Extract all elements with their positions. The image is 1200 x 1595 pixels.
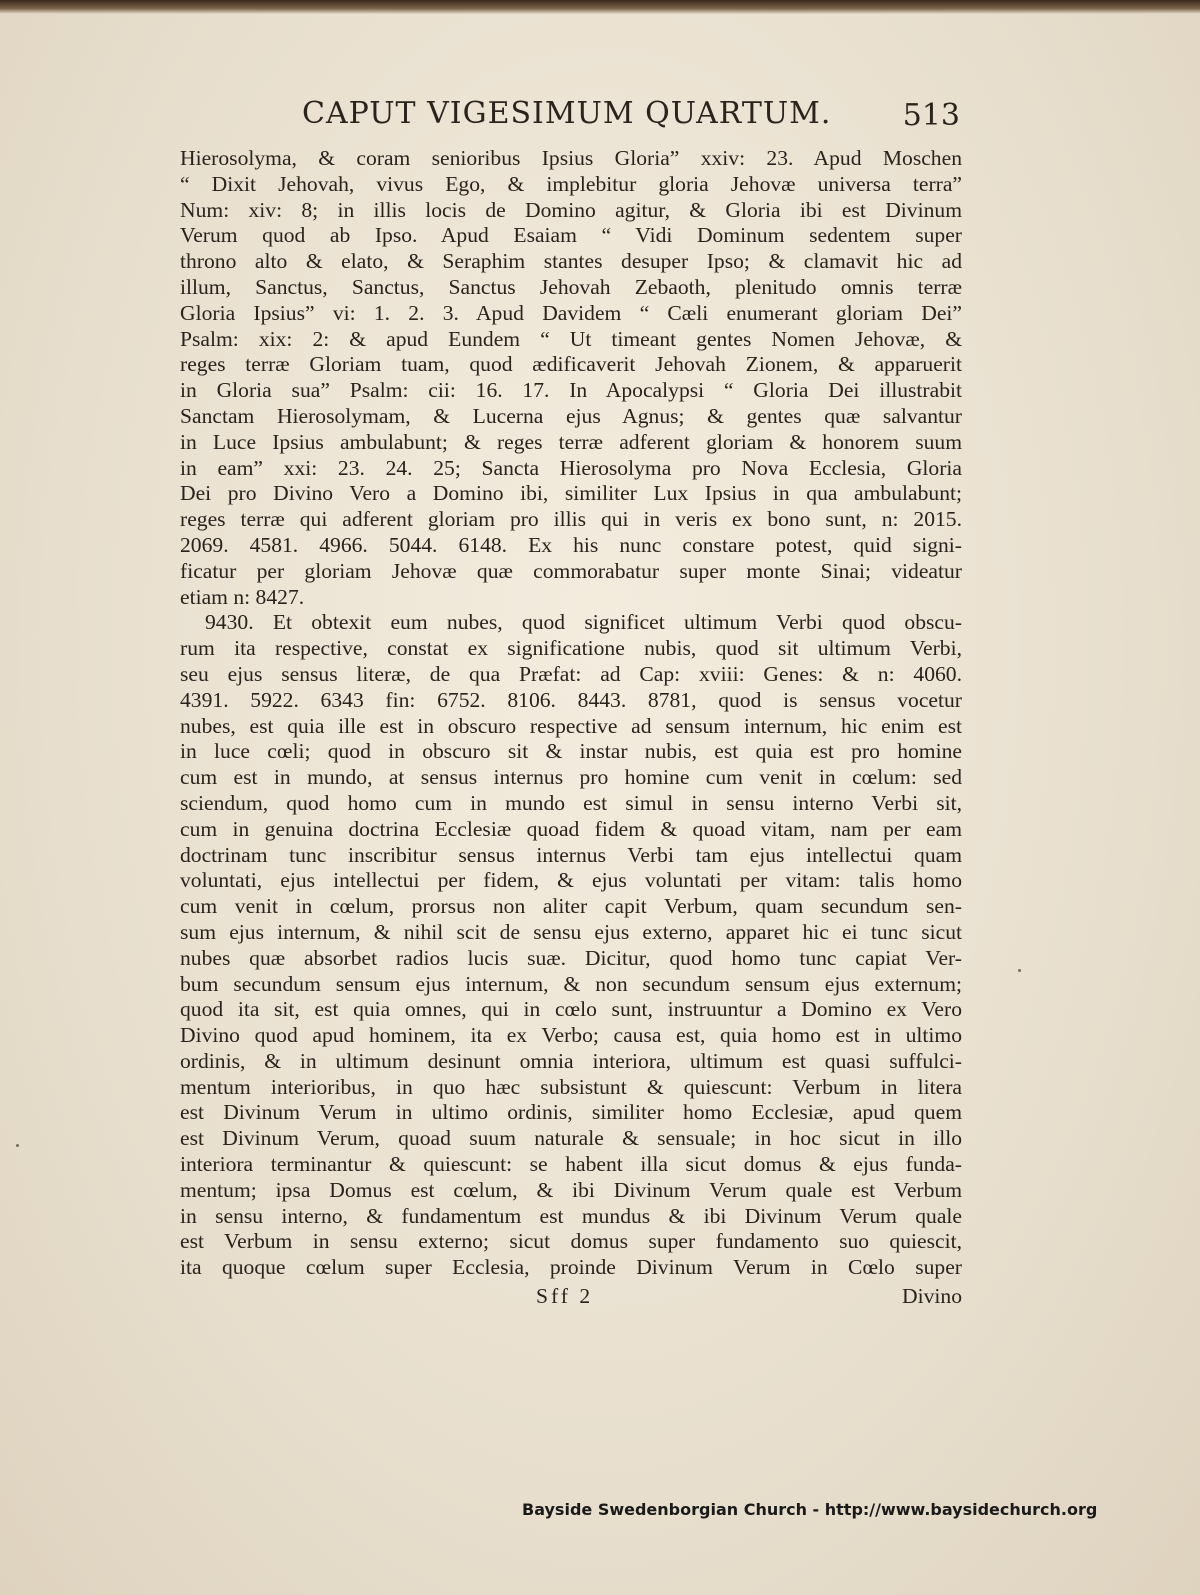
text-line-paragraph-start: 9430. Et obtexit eum nubes, quod significet ultimum Verbi quod obscu-	[205, 610, 962, 635]
text-line: “ Dixit Jehovah, vivus Ego, & implebitur gloria Jehovæ universa terra”	[180, 171, 962, 196]
text-line: in Luce Ipsius ambulabunt; & reges terræ adferent gloriam & honorem suum	[180, 429, 962, 454]
text-line: mentum; ipsa Domus est cœlum, & ibi Divinum Verum quale est Verbum	[180, 1177, 962, 1202]
text-line: cum venit in cœlum, prorsus non aliter capit Verbum, quam secundum sen-	[180, 894, 962, 919]
source-watermark: Bayside Swedenborgian Church - http://www.baysidechurch.org	[522, 1500, 1098, 1519]
catchword: Divino	[902, 1284, 962, 1308]
text-line: in eam” xxi: 23. 24. 25; Sancta Hierosolyma pro Nova Ecclesia, Gloria	[180, 455, 962, 480]
text-line: est Divinum Verum, quoad suum naturale & sensuale; in hoc sicut in illo	[180, 1126, 962, 1151]
text-line: est Divinum Verum in ultimo ordinis, similiter homo Ecclesiæ, apud quem	[180, 1100, 962, 1125]
text-line: Dei pro Divino Vero a Domino ibi, similiter Lux Ipsius in qua ambulabunt;	[180, 481, 962, 506]
text-line: illum, Sanctus, Sanctus, Sanctus Jehovah Zebaoth, plenitudo omnis terræ	[180, 274, 962, 299]
text-line: 2069. 4581. 4966. 5044. 6148. Ex his nunc constare potest, quid signi-	[180, 532, 962, 557]
text-line: mentum interioribus, in quo hæc subsistunt & quiescunt: Verbum in litera	[180, 1074, 962, 1099]
text-line: seu ejus sensus literæ, de qua Præfat: ad Cap: xviii: Genes: & n: 4060.	[180, 661, 962, 686]
text-line-paragraph-end: etiam n: 8427.	[180, 584, 305, 609]
text-line: ordinis, & in ultimum desinunt omnia interiora, ultimum est quasi suffulci-	[180, 1048, 962, 1073]
text-line: voluntati, ejus intellectui per fidem, & ejus voluntati per vitam: talis homo	[180, 868, 962, 893]
text-line: cum est in mundo, at sensus internus pro homine cum venit in cœlum: sed	[180, 765, 962, 790]
text-line: est Verbum in sensu externo; sicut domus super fundamento suo quiescit,	[180, 1229, 962, 1254]
text-line: reges terræ Gloriam tuam, quod ædificaverit Jehovah Zionem, & apparuerit	[180, 352, 962, 377]
text-line: sciendum, quod homo cum in mundo est simul in sensu interno Verbi sit,	[180, 790, 962, 815]
text-line: Num: xiv: 8; in illis locis de Domino agitur, & Gloria ibi est Divinum	[180, 197, 962, 222]
page-number: 513	[902, 98, 960, 133]
body-text	[180, 146, 962, 1307]
text-line: 4391. 5922. 6343 fin: 6752. 8106. 8443. 8781, quod is sensus vocetur	[180, 687, 962, 712]
signature-mark: Sff 2	[536, 1284, 594, 1308]
text-line: nubes quæ absorbet radios lucis suæ. Dicitur, quod homo tunc capiat Ver-	[180, 945, 962, 970]
text-line: Psalm: xix: 2: & apud Eundem “ Ut timeant gentes Nomen Jehovæ, &	[180, 326, 962, 351]
page-footer	[180, 1284, 962, 1312]
text-line: quod ita sit, est quia omnes, qui in cœlo sunt, instruuntur a Domino ex Vero	[180, 997, 962, 1022]
text-line: Gloria Ipsius” vi: 1. 2. 3. Apud Davidem “ Cæli enumerant gloriam Dei”	[180, 300, 962, 325]
paper-speck	[1018, 969, 1021, 972]
text-line: doctrinam tunc inscribitur sensus internus Verbi tam ejus intellectui quam	[180, 842, 962, 867]
text-line: ficatur per gloriam Jehovæ quæ commorabatur super monte Sinai; videatur	[180, 558, 962, 583]
text-line: interiora terminantur & quiescunt: se habent illa sicut domus & ejus funda-	[180, 1152, 962, 1177]
text-line: rum ita respective, constat ex significatione nubis, quod sit ultimum Verbi,	[180, 636, 962, 661]
text-line: ita quoque cœlum super Ecclesia, proinde Divinum Verum in Cœlo super	[180, 1255, 962, 1280]
text-line: reges terræ qui adferent gloriam pro illis qui in veris ex bono sunt, n: 2015.	[180, 507, 962, 532]
text-line: cum in genuina doctrina Ecclesiæ quoad fidem & quoad vitam, nam per eam	[180, 816, 962, 841]
text-line: in luce cœli; quod in obscuro sit & instar nubis, est quia est pro homine	[180, 739, 962, 764]
text-line: in Gloria sua” Psalm: cii: 16. 17. In Apocalypsi “ Gloria Dei illustrabit	[180, 378, 962, 403]
page-edge-shadow	[0, 0, 1200, 14]
text-line: nubes, est quia ille est in obscuro respective ad sensum internum, hic enim est	[180, 713, 962, 738]
text-line: Verum quod ab Ipso. Apud Esaiam “ Vidi Dominum sedentem super	[180, 223, 962, 248]
chapter-title: CAPUT VIGESIMUM QUARTUM.	[302, 96, 832, 131]
text-line: sum ejus internum, & nihil scit de sensu ejus externo, apparet hic ei tunc sicut	[180, 919, 962, 944]
text-line: bum secundum sensum ejus internum, & non secundum sensum ejus externum;	[180, 971, 962, 996]
paper-speck	[16, 1144, 19, 1147]
text-line: in sensu interno, & fundamentum est mundus & ibi Divinum Verum quale	[180, 1203, 962, 1228]
text-line: Hierosolyma, & coram senioribus Ipsius Gloria” xxiv: 23. Apud Moschen	[180, 146, 962, 170]
text-line: Divino quod apud hominem, ita ex Verbo; causa est, quia homo est in ultimo	[180, 1023, 962, 1048]
text-line: Sanctam Hierosolymam, & Lucerna ejus Agnus; & gentes quæ salvantur	[180, 403, 962, 428]
running-head	[180, 96, 960, 146]
text-line: throno alto & elato, & Seraphim stantes desuper Ipso; & clamavit hic ad	[180, 249, 962, 274]
